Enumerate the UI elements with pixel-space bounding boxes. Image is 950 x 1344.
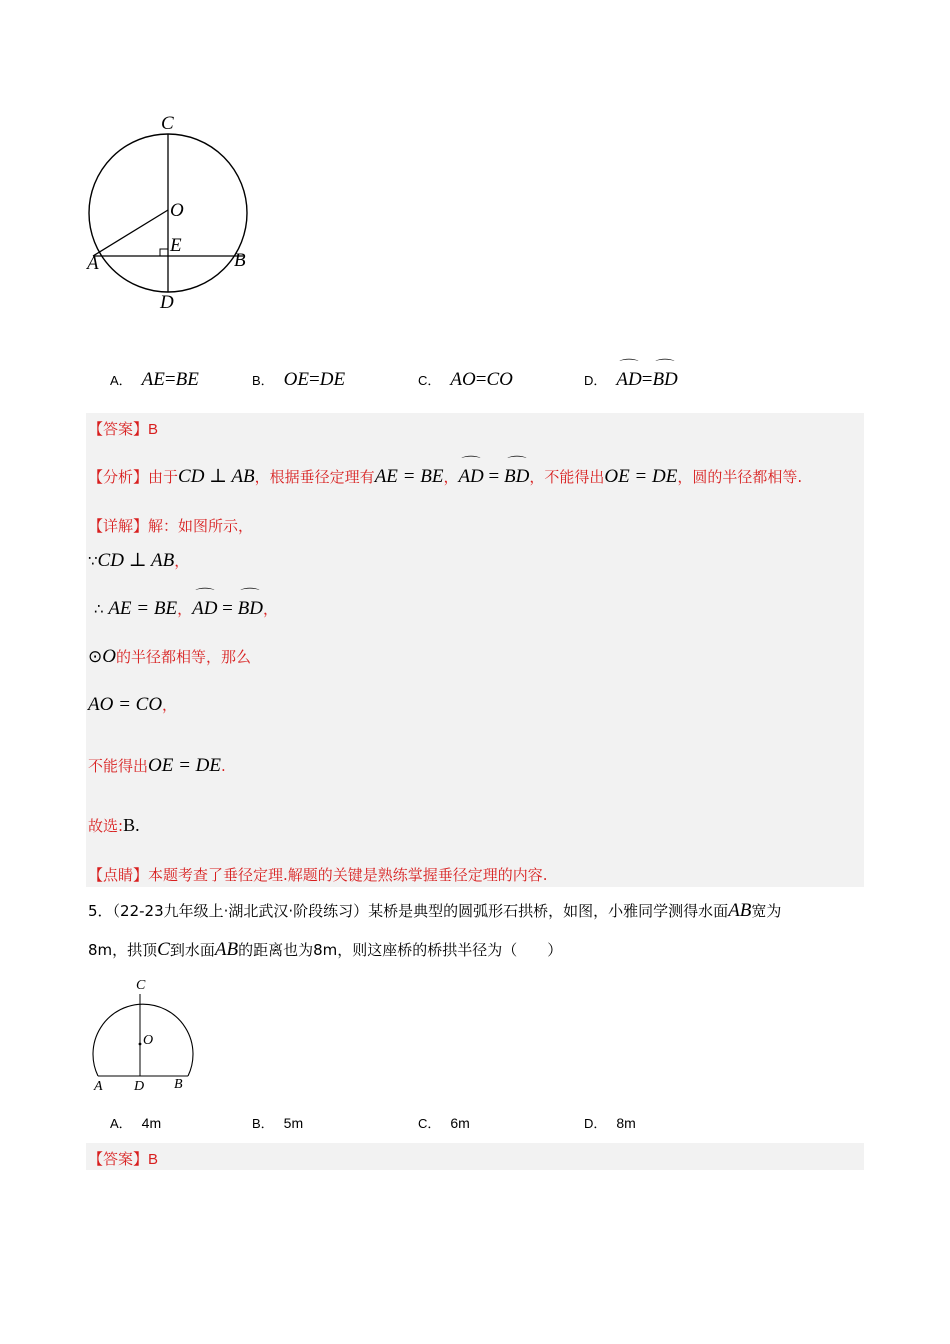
q5-stem-line1: 5．（22-23九年级上·湖北武汉·阶段练习）某桥是典型的圆弧形石拱桥，如图，小雅同学测得水面AB宽为 (88, 900, 782, 921)
q4-detail-line6: 故选:B. (88, 815, 140, 835)
q5-option-a[interactable]: A． 4m (110, 1115, 162, 1131)
label-c2: C (136, 978, 146, 993)
q5-answer-block (86, 1143, 864, 1170)
figure-arch-bridge (88, 972, 198, 1096)
q4-comment: 【点睛】本题考查了垂径定理.解题的关键是熟练掌握垂径定理的内容. (88, 866, 548, 884)
q4-detail-line1: ∵CD ⊥ AB， (88, 550, 190, 571)
q4-analysis: 【分析】由于CD ⊥ AB，根据垂径定理有AE = BE，⌒ AD = ⌒ BD，不能得出OE = DE，圆的半径都相等. (88, 465, 802, 488)
q5-option-d[interactable]: D． 8m (584, 1115, 636, 1131)
q4-detail-line4: AO = CO， (88, 694, 178, 715)
label-d2: D (134, 1079, 145, 1094)
label-e: E (170, 235, 182, 256)
q4-option-b[interactable]: B． OE=DE (252, 369, 346, 390)
q5-option-b[interactable]: B． 5m (252, 1115, 304, 1131)
figure-circle-chord (80, 110, 260, 320)
q4-detail-line3: ⊙O的半径都相等，那么 (88, 646, 251, 667)
q4-detail-intro: 【详解】解：如图所示， (88, 517, 254, 535)
label-b2: B (174, 1077, 183, 1092)
radius-oa (93, 210, 168, 256)
right-angle-mark (160, 249, 168, 256)
q4-option-a[interactable]: A． AE=BE (110, 369, 199, 390)
q5-option-c[interactable]: C． 6m (418, 1115, 470, 1131)
label-b: B (234, 250, 246, 271)
q4-answer: 【答案】B (88, 420, 159, 438)
label-d: D (160, 292, 174, 313)
label-c: C (161, 113, 174, 134)
label-a: A (87, 253, 99, 274)
q4-option-d[interactable]: D．⌒ AD=⌒ BD (584, 369, 678, 391)
label-a2: A (94, 1079, 103, 1094)
q4-detail-line5: 不能得出OE = DE. (88, 755, 226, 776)
center-dot (139, 1043, 142, 1046)
q4-detail-line2: ∴ AE = BE，⌒ AD = ⌒ BD， (94, 598, 278, 620)
label-o: O (170, 200, 184, 221)
q5-stem-line2: 8m，拱顶C到水面AB的距离也为8m，则这座桥的桥拱半径为（ ） (88, 939, 563, 960)
q4-option-c[interactable]: C． AO=CO (418, 369, 513, 390)
label-o2: O (143, 1033, 154, 1048)
q5-answer: 【答案】B (88, 1150, 159, 1168)
